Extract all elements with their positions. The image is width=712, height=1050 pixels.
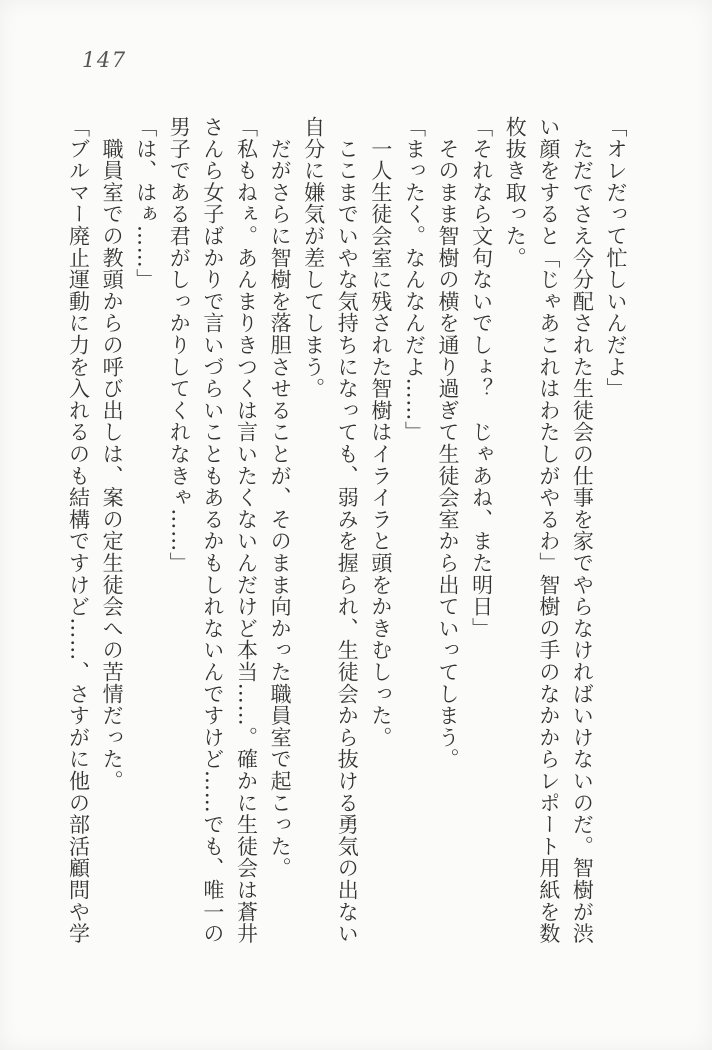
text-column-10: 自分に嫌気が差してしまう。 xyxy=(301,116,326,400)
text-column-14: 男子である君がしっかりしてくれなきゃ……」 xyxy=(167,116,192,574)
text-column-15: 「は、はぁ……」 xyxy=(133,116,158,291)
text-column-2: ただでさえ今分配された生徒会の仕事を家でやらなければいけないのだ。智樹が渋 xyxy=(570,116,595,945)
text-column-4: 枚抜き取った。 xyxy=(503,116,528,269)
text-column-12: 「私もねぇ。あんまりきつくは言いたくないんだけど本当……。確かに生徒会は蒼井 xyxy=(234,116,259,945)
text-column-16: 職員室での教頭からの呼び出しは、案の定生徒会への苦情だった。 xyxy=(100,116,125,792)
text-column-7: 「まったく。なんなんだよ……」 xyxy=(402,116,427,443)
text-column-8: 一人生徒会室に残された智樹はイライラと頭をかきむしった。 xyxy=(368,116,393,749)
text-column-17: 「ブルマー廃止運動に力を入れるのも結構ですけど……、さすがに他の部活顧問や学 xyxy=(66,116,91,945)
text-area xyxy=(61,116,632,950)
text-column-5: 「それなら文句ないでしょ？ じゃあね、また明日」 xyxy=(469,116,494,640)
text-column-11: だがさらに智樹を落胆させることが、そのまま向かった職員室で起こった。 xyxy=(268,116,293,879)
text-column-1: 「オレだって忙しいんだよ」 xyxy=(604,116,628,400)
text-column-13: さんら女子ばかりで言いづらいこともあるかもしれないんですけど……でも、唯一の xyxy=(200,116,225,945)
text-column-3: い顔をすると「じゃあこれはわたしがやるわ」智樹の手のなかからレポート用紙を数 xyxy=(536,116,561,945)
text-column-6: そのまま智樹の横を通り過ぎて生徒会室から出ていってしまう。 xyxy=(436,116,461,770)
text-column-9: ここまでいやな気持ちになっても、弱みを握られ、生徒会から抜ける勇気の出ない xyxy=(335,116,360,945)
page-number: 147 xyxy=(82,48,127,72)
